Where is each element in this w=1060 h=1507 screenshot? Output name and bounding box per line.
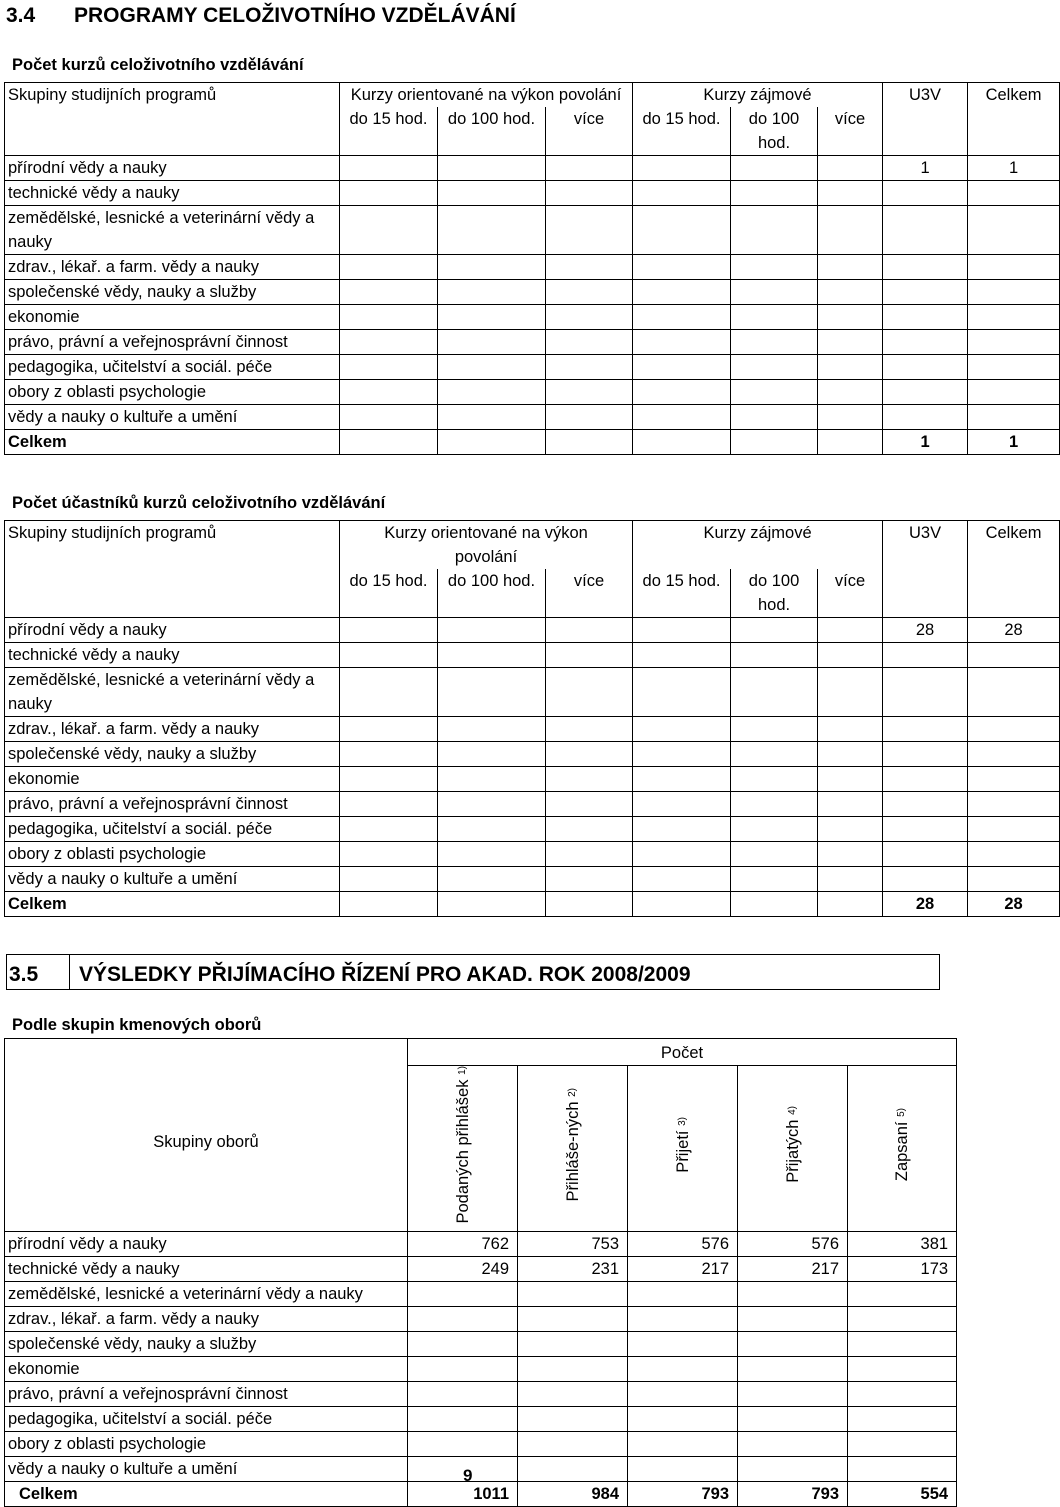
- cell-u3v: 1: [883, 156, 968, 181]
- header-group: Skupiny studijních programů: [5, 83, 340, 108]
- cell-u3v: [883, 405, 968, 430]
- cell-u3v: [883, 767, 968, 792]
- cell-total: [968, 380, 1060, 405]
- cell-u3v: [883, 255, 968, 280]
- cell-value: [408, 1431, 518, 1456]
- row-label: ekonomie: [5, 305, 340, 330]
- cell-value: 576: [628, 1231, 738, 1256]
- cell-total: [968, 206, 1060, 255]
- row-label: společenské vědy, nauky a služby: [5, 742, 340, 767]
- cell-u3v: [883, 668, 968, 717]
- row-label: ekonomie: [5, 767, 340, 792]
- section-number: 3.5: [9, 963, 39, 986]
- row-label: přírodní vědy a nauky: [5, 156, 340, 181]
- cell-value: [738, 1456, 848, 1481]
- header-group: Skupiny oborů: [5, 1039, 408, 1232]
- cell-value: [848, 1306, 957, 1331]
- table-row: [5, 1406, 957, 1431]
- cell-value: [518, 1406, 628, 1431]
- cell-value: 217: [738, 1256, 848, 1281]
- cell-value: [518, 1331, 628, 1356]
- total-u3v: 28: [883, 892, 968, 917]
- cell-value: 173: [848, 1256, 957, 1281]
- header-group: Skupiny studijních programů: [5, 521, 340, 570]
- cell-value: 793: [738, 1481, 848, 1506]
- table2-title: Počet účastníků kurzů celoživotního vzdělávání: [12, 494, 386, 512]
- row-label: zemědělské, lesnické a veterinární vědy a nauky: [5, 206, 340, 255]
- sub-vice: více: [818, 107, 883, 156]
- cell-total: [968, 255, 1060, 280]
- cell-value: [848, 1281, 957, 1306]
- cell-u3v: [883, 355, 968, 380]
- cell-total: 28: [968, 618, 1060, 643]
- cell-value: [408, 1406, 518, 1431]
- cell-total: [968, 817, 1060, 842]
- header-count: Počet: [408, 1039, 957, 1066]
- cell-u3v: [883, 305, 968, 330]
- header-prijeti: Přijetí 3): [673, 1116, 692, 1173]
- sub-do100: do 100 hod.: [438, 107, 546, 156]
- cell-value: 576: [738, 1231, 848, 1256]
- cell-total: [968, 867, 1060, 892]
- header-u3v: U3V: [883, 521, 968, 570]
- row-label: zdrav., lékař. a farm. vědy a nauky: [5, 255, 340, 280]
- sub-do15: do 15 hod.: [633, 569, 731, 618]
- cell-u3v: [883, 643, 968, 668]
- sub-do100: do 100 hod.: [731, 107, 818, 156]
- cell-value: 249: [408, 1256, 518, 1281]
- cell-value: 793: [628, 1481, 738, 1506]
- cell-value: [628, 1356, 738, 1381]
- header-total: Celkem: [968, 521, 1060, 570]
- cell-value: [628, 1306, 738, 1331]
- cell-value: [628, 1331, 738, 1356]
- sub-do100: do 100 hod.: [731, 569, 818, 618]
- cell-value: 762: [408, 1231, 518, 1256]
- cell-value: [848, 1456, 957, 1481]
- cell-value: [408, 1306, 518, 1331]
- cell-total: [968, 742, 1060, 767]
- cell-total: [968, 330, 1060, 355]
- cell-value: [848, 1381, 957, 1406]
- cell-u3v: [883, 206, 968, 255]
- sub-do15: do 15 hod.: [633, 107, 731, 156]
- row-label: právo, právní a veřejnosprávní činnost: [5, 792, 340, 817]
- row-label: obory z oblasti psychologie: [5, 1431, 408, 1456]
- cell-u3v: [883, 280, 968, 305]
- row-label: pedagogika, učitelství a sociál. péče: [5, 355, 340, 380]
- cell-u3v: [883, 330, 968, 355]
- header-total: Celkem: [968, 83, 1060, 108]
- cell-u3v: 28: [883, 618, 968, 643]
- cell-value: [408, 1356, 518, 1381]
- cell-total: [968, 405, 1060, 430]
- cell-value: [408, 1331, 518, 1356]
- cell-u3v: [883, 817, 968, 842]
- cell-value: [738, 1331, 848, 1356]
- row-label: ekonomie: [5, 1356, 408, 1381]
- cell-total: [968, 842, 1060, 867]
- header-zajm: Kurzy zájmové: [633, 83, 883, 108]
- table-row: [5, 1306, 957, 1331]
- row-label: zemědělské, lesnické a veterinární vědy a nauky: [5, 1281, 408, 1306]
- cell-value: [628, 1431, 738, 1456]
- cell-total: [968, 643, 1060, 668]
- table-row: [5, 1231, 957, 1256]
- cell-value: [738, 1381, 848, 1406]
- cell-value: [738, 1406, 848, 1431]
- cell-value: [738, 1431, 848, 1456]
- cell-total: 1: [968, 156, 1060, 181]
- cell-value: [848, 1406, 957, 1431]
- table-row: [5, 1331, 957, 1356]
- cell-total: [968, 767, 1060, 792]
- cell-value: [518, 1456, 628, 1481]
- cell-u3v: [883, 380, 968, 405]
- cell-value: [518, 1381, 628, 1406]
- cell-value: [408, 1381, 518, 1406]
- section-number: 3.4: [6, 4, 36, 27]
- row-label: technické vědy a nauky: [5, 643, 340, 668]
- sub-vice: více: [546, 569, 633, 618]
- cell-value: [628, 1456, 738, 1481]
- table-row: [5, 1431, 957, 1456]
- total-label: Celkem: [5, 892, 340, 917]
- row-label: technické vědy a nauky: [5, 1256, 408, 1281]
- cell-value: [738, 1306, 848, 1331]
- total-total: 28: [968, 892, 1060, 917]
- header-orient: Kurzy orientované na výkon povolání: [340, 521, 633, 570]
- sub-vice: více: [546, 107, 633, 156]
- row-label: pedagogika, učitelství a sociál. péče: [5, 1406, 408, 1431]
- total-u3v: 1: [883, 430, 968, 455]
- cell-total: [968, 280, 1060, 305]
- cell-value: [408, 1281, 518, 1306]
- total-label: Celkem: [5, 430, 340, 455]
- section-heading-3-4: [6, 4, 516, 28]
- cell-value: [518, 1431, 628, 1456]
- cell-u3v: [883, 867, 968, 892]
- total-row: [5, 1481, 957, 1506]
- row-label: technické vědy a nauky: [5, 181, 340, 206]
- table-participants: [4, 520, 1060, 917]
- cell-value: 1011: [408, 1481, 518, 1506]
- row-label: společenské vědy, nauky a služby: [5, 280, 340, 305]
- table-admissions: [4, 1038, 957, 1507]
- row-label: zdrav., lékař. a farm. vědy a nauky: [5, 1306, 408, 1331]
- page-number: 9: [463, 1466, 473, 1485]
- row-label: vědy a nauky o kultuře a umění: [5, 1456, 408, 1481]
- header-prijatych: Přijatých 4): [783, 1106, 802, 1184]
- table3-title: Podle skupin kmenových oborů: [12, 1016, 262, 1034]
- row-label: vědy a nauky o kultuře a umění: [5, 405, 340, 430]
- row-label: právo, právní a veřejnosprávní činnost: [5, 330, 340, 355]
- cell-value: [518, 1281, 628, 1306]
- table1-title: Počet kurzů celoživotního vzdělávání: [12, 56, 304, 74]
- cell-value: 217: [628, 1256, 738, 1281]
- cell-value: [628, 1381, 738, 1406]
- row-label: společenské vědy, nauky a služby: [5, 1331, 408, 1356]
- cell-u3v: [883, 717, 968, 742]
- cell-total: [968, 717, 1060, 742]
- total-total: 1: [968, 430, 1060, 455]
- cell-total: [968, 668, 1060, 717]
- sub-do15: do 15 hod.: [340, 569, 438, 618]
- cell-value: [628, 1281, 738, 1306]
- cell-value: [518, 1356, 628, 1381]
- header-orient: Kurzy orientované na výkon povolání: [340, 83, 633, 108]
- cell-value: 753: [518, 1231, 628, 1256]
- row-label: přírodní vědy a nauky: [5, 1231, 408, 1256]
- row-label: zdrav., lékař. a farm. vědy a nauky: [5, 717, 340, 742]
- cell-u3v: [883, 181, 968, 206]
- header-podanych: Podaných přihlášek 1): [453, 1066, 472, 1224]
- table-row: [5, 1381, 957, 1406]
- table-row: [5, 1356, 957, 1381]
- row-label: právo, právní a veřejnosprávní činnost: [5, 1381, 408, 1406]
- section-title: PROGRAMY CELOŽIVOTNÍHO VZDĚLÁVÁNÍ: [74, 4, 516, 27]
- header-zapsani: Zapsaní 5): [893, 1108, 912, 1182]
- header-prihlasenych: Přihláše-ných 2): [563, 1088, 582, 1202]
- table-row: [5, 1256, 957, 1281]
- row-label: pedagogika, učitelství a sociál. péče: [5, 817, 340, 842]
- cell-value: [628, 1406, 738, 1431]
- cell-u3v: [883, 742, 968, 767]
- cell-value: [738, 1281, 848, 1306]
- cell-value: 554: [848, 1481, 957, 1506]
- cell-value: 231: [518, 1256, 628, 1281]
- cell-value: [848, 1331, 957, 1356]
- cell-value: [848, 1431, 957, 1456]
- sub-do15: do 15 hod.: [340, 107, 438, 156]
- cell-u3v: [883, 842, 968, 867]
- cell-value: [518, 1306, 628, 1331]
- total-label: Celkem: [5, 1481, 408, 1506]
- section-title: VÝSLEDKY PŘIJÍMACÍHO ŘÍZENÍ PRO AKAD. ROK 2008/2009: [79, 963, 691, 986]
- row-label: obory z oblasti psychologie: [5, 842, 340, 867]
- row-label: přírodní vědy a nauky: [5, 618, 340, 643]
- sub-vice: více: [818, 569, 883, 618]
- table-row: [5, 1281, 957, 1306]
- cell-total: [968, 792, 1060, 817]
- header-u3v: U3V: [883, 83, 968, 108]
- cell-value: [738, 1356, 848, 1381]
- header-zajm: Kurzy zájmové: [633, 521, 883, 570]
- cell-value: [848, 1356, 957, 1381]
- cell-total: [968, 355, 1060, 380]
- row-label: zemědělské, lesnické a veterinární vědy a nauky: [5, 668, 340, 717]
- table-row: [5, 1456, 957, 1481]
- row-label: obory z oblasti psychologie: [5, 380, 340, 405]
- cell-total: [968, 181, 1060, 206]
- cell-u3v: [883, 792, 968, 817]
- cell-value: 381: [848, 1231, 957, 1256]
- row-label: vědy a nauky o kultuře a umění: [5, 867, 340, 892]
- section-heading-3-5: [6, 954, 940, 990]
- table-course-count: [4, 82, 1060, 455]
- cell-value: 984: [518, 1481, 628, 1506]
- cell-total: [968, 305, 1060, 330]
- sub-do100: do 100 hod.: [438, 569, 546, 618]
